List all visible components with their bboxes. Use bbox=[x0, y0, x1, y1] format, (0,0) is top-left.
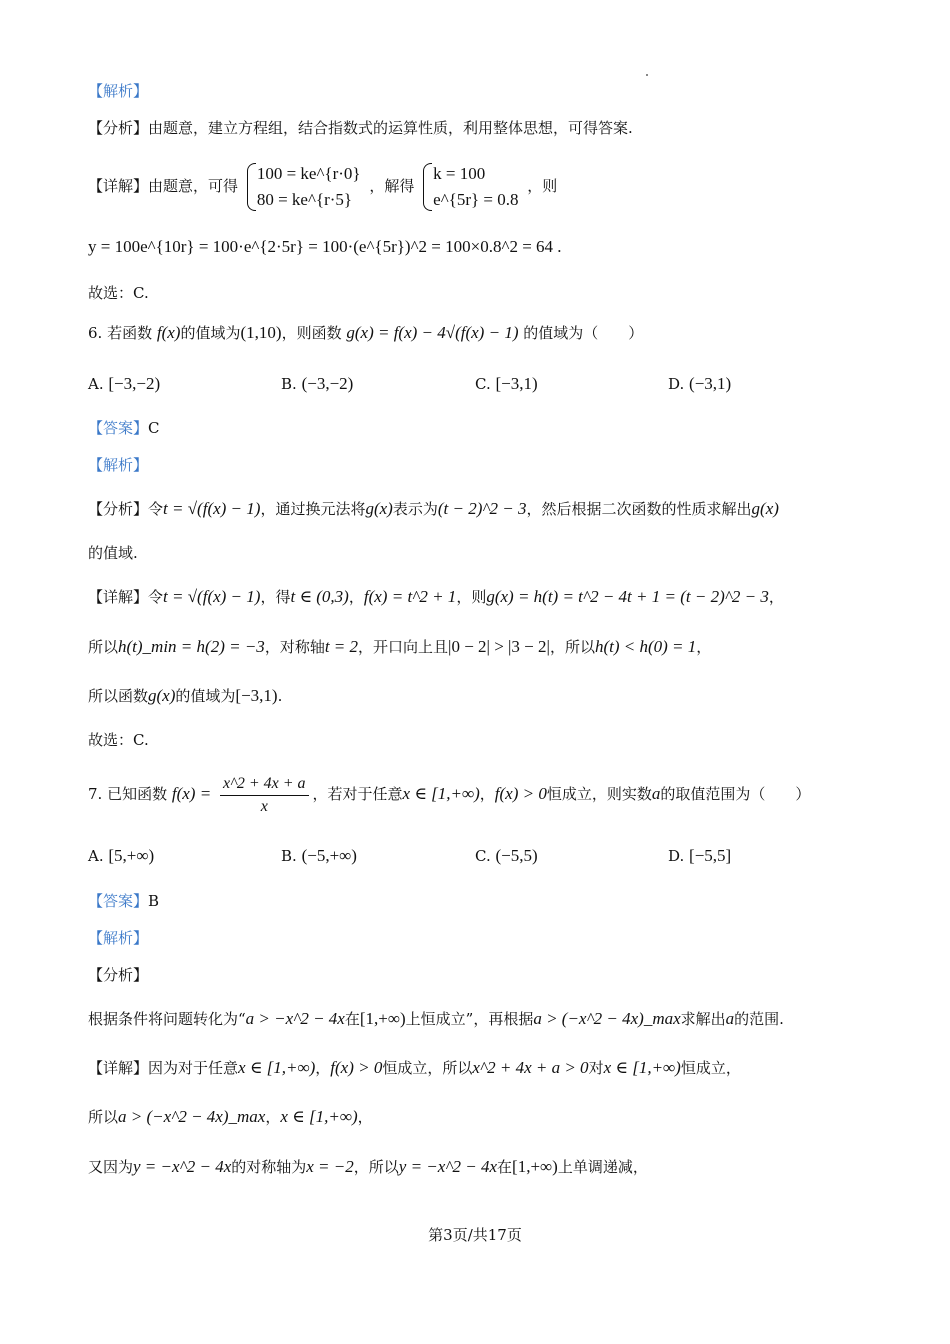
q7-fenxi-interval: [1,+∞) bbox=[359, 1009, 406, 1028]
q7-fenxi-heading: 【分析】 bbox=[88, 966, 149, 984]
q7-d2-b: ， bbox=[265, 1108, 281, 1126]
q6-gx: g(x) bbox=[365, 499, 393, 518]
q6-l2-e: ， bbox=[696, 638, 712, 656]
q6-hmin: h(t)_min = h(2) = −3 bbox=[118, 637, 265, 656]
q7-answer: B bbox=[148, 892, 160, 910]
choose-line-6: 故选：C. bbox=[88, 731, 149, 749]
q6-option-c bbox=[475, 374, 538, 394]
q7-d3-d: 在 bbox=[497, 1158, 513, 1176]
q6-stem-a: 6. 若函数 bbox=[88, 324, 153, 342]
option-value: [−5,5] bbox=[689, 846, 732, 865]
q6-g-definition: g(x) = f(x) − 4√(f(x) − 1) bbox=[346, 323, 519, 342]
option-value: (−5,+∞) bbox=[301, 846, 357, 865]
q6-stem-c: ，则函数 bbox=[281, 324, 342, 342]
q6-g-expr: g(x) = h(t) = t^2 − 4t + 1 = (t − 2)^2 − 3 bbox=[486, 587, 769, 606]
q7-a: a bbox=[651, 784, 661, 803]
choose-line-5: 故选：C. bbox=[88, 284, 149, 302]
q6-substitution: t = √(f(x) − 1) bbox=[163, 499, 261, 518]
system1-line-a: 100 = ke^{r·0} bbox=[256, 164, 361, 183]
q7-d3-a: 又因为 bbox=[88, 1158, 134, 1176]
q6-fenxi-line-2: 的值域. bbox=[88, 544, 138, 562]
q7-d3-b: 的对称轴为 bbox=[231, 1158, 307, 1176]
q7-fenxi-c: 上恒成立”，再根据 bbox=[405, 1010, 534, 1028]
system1-line-b: 80 = ke^{r·5} bbox=[256, 190, 353, 209]
q7-d3-fn: y = −x^2 − 4x bbox=[133, 1157, 232, 1176]
q6-quadratic: (t − 2)^2 − 3 bbox=[437, 499, 527, 518]
q6-fx: f(x) bbox=[156, 323, 181, 342]
q6-fenxi-d: ，然后根据二次函数的性质求解出 bbox=[526, 500, 752, 518]
q6-detail-b: ，得 bbox=[260, 588, 291, 606]
q6-fenxi-line bbox=[88, 498, 779, 520]
q7-d3-fn: y = −x^2 − 4x bbox=[398, 1157, 498, 1176]
fenxi-tag: 【分析】 bbox=[88, 500, 149, 518]
q6-l2-a: 所以 bbox=[88, 638, 119, 656]
q7-stem-e: 的取值范围为（ ） bbox=[660, 785, 811, 803]
q7-detail-line-1 bbox=[88, 1057, 741, 1079]
q6-option-b bbox=[281, 374, 353, 394]
q6-fenxi-c: 表示为 bbox=[392, 500, 438, 518]
q7-option-d bbox=[668, 846, 731, 866]
q7-d1-b: ， bbox=[315, 1059, 331, 1077]
equation-system-1 bbox=[247, 161, 361, 213]
q6-answer: C bbox=[148, 419, 160, 437]
q6-comma: ， bbox=[348, 588, 364, 606]
q7-x-in: x ∈ [1,+∞) bbox=[402, 784, 480, 803]
q7-fenxi-ineq: a > −x^2 − 4x bbox=[245, 1009, 345, 1028]
q7-x-in: x ∈ [1,+∞) bbox=[603, 1058, 681, 1077]
q6-l3-c: . bbox=[277, 687, 283, 705]
q6-detail-a: 令 bbox=[148, 588, 164, 606]
option-label: C. bbox=[475, 847, 491, 865]
q7-d3-e: 上单调递减， bbox=[557, 1158, 648, 1176]
q7-fenxi-d: 求解出 bbox=[680, 1010, 726, 1028]
q6-gx: g(x) bbox=[751, 499, 779, 518]
jiexi-heading-7: 【解析】 bbox=[88, 929, 149, 947]
q7-fenxi-a: 根据条件将问题转化为“ bbox=[88, 1010, 246, 1028]
q7-stem-c: ， bbox=[479, 785, 495, 803]
option-label: A. bbox=[88, 375, 104, 393]
q7-d1-ineq: x^2 + 4x + a > 0 bbox=[472, 1058, 589, 1077]
q7-stem-a: 7. 已知函数 bbox=[88, 785, 168, 803]
fenxi-line-5 bbox=[88, 117, 633, 139]
q6-l3-b: 的值域为 bbox=[175, 687, 236, 705]
q6-substitution: t = √(f(x) − 1) bbox=[163, 587, 261, 606]
q7-d2-max: a > (−x^2 − 4x)_max bbox=[118, 1107, 266, 1126]
option-label: B. bbox=[281, 375, 297, 393]
q7-fenxi-line bbox=[88, 1008, 784, 1030]
q6-then: ，则 bbox=[456, 588, 487, 606]
q7-frac-numerator: x^2 + 4x + a bbox=[220, 773, 309, 796]
q7-f-pos: f(x) > 0 bbox=[494, 784, 547, 803]
brace-icon bbox=[247, 163, 256, 211]
q6-h-ineq: h(t) < h(0) = 1 bbox=[594, 637, 697, 656]
q7-frac-denominator: x bbox=[260, 797, 268, 815]
q7-f-lhs: f(x) = bbox=[171, 784, 212, 803]
q6-l3-range: [−3,1) bbox=[235, 686, 278, 705]
q7-d3-c: ，所以 bbox=[353, 1158, 399, 1176]
q7-x-in: x ∈ [1,+∞) bbox=[238, 1058, 316, 1077]
q7-d2-a: 所以 bbox=[88, 1108, 119, 1126]
xiangjie-tag: 【详解】 bbox=[88, 1059, 149, 1077]
jiexi-heading-6: 【解析】 bbox=[88, 456, 149, 474]
q7-d1-c: 恒成立，所以 bbox=[382, 1059, 473, 1077]
q6-l2-c: ，开口向上且 bbox=[358, 638, 449, 656]
q7-option-b bbox=[281, 846, 357, 866]
q6-end: ， bbox=[768, 588, 784, 606]
q7-fenxi-e: 的范围. bbox=[734, 1010, 784, 1028]
equation-system-2 bbox=[423, 161, 518, 213]
option-value: (−5,5) bbox=[495, 846, 538, 865]
question-7-stem bbox=[88, 770, 810, 818]
detail-mid: ，解得 bbox=[369, 177, 415, 195]
option-label: C. bbox=[475, 375, 491, 393]
q7-option-c bbox=[475, 846, 538, 866]
brace-icon bbox=[423, 163, 432, 211]
q7-answer-line bbox=[88, 890, 159, 912]
q6-detail-line-3 bbox=[88, 685, 282, 707]
q6-option-a bbox=[88, 374, 160, 394]
q6-fenxi-a: 令 bbox=[148, 500, 164, 518]
answer-tag: 【答案】 bbox=[88, 419, 149, 437]
q7-stem-d: 恒成立，则实数 bbox=[546, 785, 652, 803]
q7-d1-e: 恒成立， bbox=[680, 1059, 741, 1077]
detail-post: ，则 bbox=[527, 177, 558, 195]
q6-range: (1,10) bbox=[240, 323, 282, 342]
option-label: D. bbox=[668, 847, 685, 865]
fenxi-tag: 【分析】 bbox=[88, 119, 149, 137]
q6-gx: g(x) bbox=[148, 686, 176, 705]
q7-stem-b: ，若对于任意 bbox=[312, 785, 403, 803]
q6-fenxi-b: ，通过换元法将 bbox=[260, 500, 366, 518]
xiangjie-tag: 【详解】 bbox=[88, 588, 149, 606]
q7-d1-d: 对 bbox=[588, 1059, 604, 1077]
option-label: D. bbox=[668, 375, 685, 393]
q7-x-in: x ∈ [1,+∞) bbox=[280, 1107, 358, 1126]
q6-stem-d: 的值域为（ ） bbox=[523, 324, 644, 342]
q7-f-pos: f(x) > 0 bbox=[330, 1058, 383, 1077]
option-value: (−3,−2) bbox=[301, 374, 354, 393]
detail-line-5 bbox=[88, 158, 557, 214]
q6-l2-b: ，对称轴 bbox=[264, 638, 325, 656]
q7-detail-line-2 bbox=[88, 1106, 373, 1128]
option-value: [−3,1) bbox=[495, 374, 538, 393]
q6-l3-a: 所以函数 bbox=[88, 687, 149, 705]
equation-line-5: y = 100e^{10r} = 100·e^{2·5r} = 100·(e^{5r})^2 = 100×0.8^2 = 64 . bbox=[88, 237, 562, 256]
q7-d3-interval: [1,+∞) bbox=[512, 1157, 558, 1176]
q7-d1-a: 因为对于任意 bbox=[148, 1059, 239, 1077]
q6-option-d bbox=[668, 374, 731, 394]
page-footer: 第3页/共17页 bbox=[428, 1226, 522, 1244]
detail-pre: 由题意，可得 bbox=[148, 177, 239, 195]
q6-detail-line-1 bbox=[88, 586, 784, 608]
xiangjie-tag: 【详解】 bbox=[88, 177, 149, 195]
option-label: B. bbox=[281, 847, 297, 865]
fenxi-text: 由题意，建立方程组，结合指数式的运算性质，利用整体思想，可得答案. bbox=[148, 119, 633, 137]
q6-answer-line bbox=[88, 417, 160, 439]
q7-d2-c: ， bbox=[357, 1108, 373, 1126]
stray-dot bbox=[646, 74, 648, 76]
q6-detail-line-2 bbox=[88, 636, 711, 658]
q7-fenxi-max: a > (−x^2 − 4x)_max bbox=[533, 1009, 681, 1028]
q7-d3-axis: x = −2 bbox=[306, 1157, 354, 1176]
question-6-stem bbox=[88, 322, 643, 344]
q6-axis: t = 2 bbox=[324, 637, 359, 656]
q7-detail-line-3 bbox=[88, 1156, 648, 1178]
q7-option-a bbox=[88, 846, 154, 866]
q7-a: a bbox=[725, 1009, 735, 1028]
system2-line-a: k = 100 bbox=[433, 164, 486, 183]
q6-stem-b: 的值域为 bbox=[180, 324, 241, 342]
q6-t-range: t ∈ (0,3) bbox=[290, 587, 349, 606]
q6-l2-d: ，所以 bbox=[549, 638, 595, 656]
option-value: [−3,−2) bbox=[108, 374, 161, 393]
q6-f-expr: f(x) = t^2 + 1 bbox=[363, 587, 457, 606]
jiexi-heading-5: 【解析】 bbox=[88, 82, 149, 100]
q6-abs-compare: |0 − 2| > |3 − 2| bbox=[448, 637, 550, 656]
q7-fenxi-b: 在 bbox=[344, 1010, 360, 1028]
option-value: [5,+∞) bbox=[108, 846, 155, 865]
option-label: A. bbox=[88, 847, 104, 865]
q7-fraction bbox=[220, 773, 309, 818]
system2-line-b: e^{5r} = 0.8 bbox=[433, 190, 519, 209]
answer-tag: 【答案】 bbox=[88, 892, 149, 910]
option-value: (−3,1) bbox=[689, 374, 732, 393]
